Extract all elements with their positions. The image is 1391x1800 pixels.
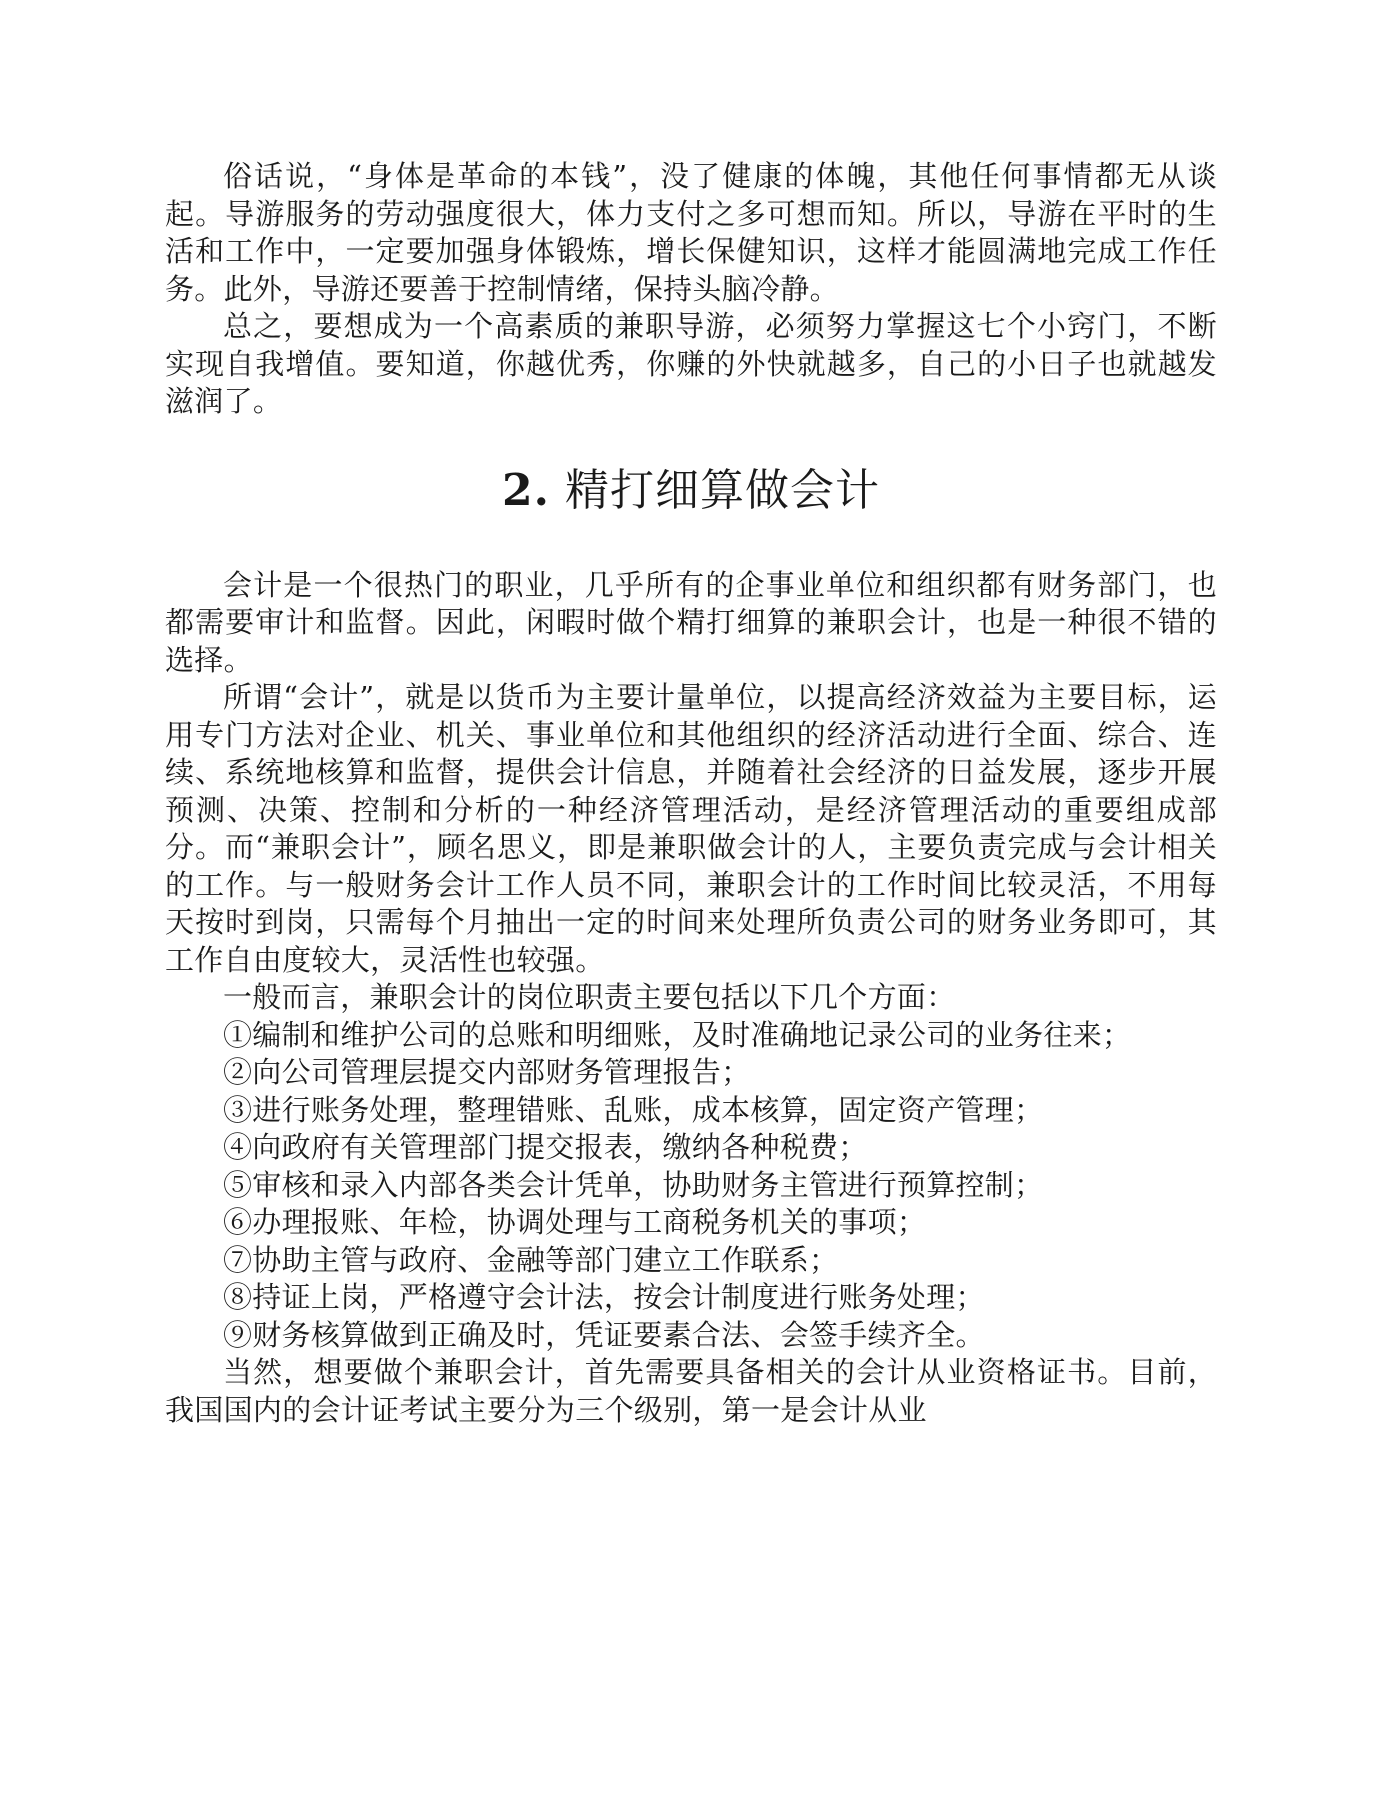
duty-list-item: ⑦协助主管与政府、金融等部门建立工作联系；	[223, 1242, 839, 1277]
body-paragraph: 一般而言，兼职会计的岗位职责主要包括以下几个方面：	[223, 980, 956, 1014]
duty-list-item: ②向公司管理层提交内部财务管理报告；	[223, 1055, 751, 1089]
duty-list-item: ①编制和维护公司的总账和明细账，及时准确地记录公司的业务往来；	[223, 1017, 1132, 1052]
section-number: 2.	[502, 464, 550, 516]
document-page	[165, 158, 1217, 1429]
body-paragraph: 会计是一个很热门的职业，几乎所有的企事业单位和组织都有财务部门，也都需要审计和监督。因此，闲暇时做个精打细算的兼职会计，也是一种很不错的选择。	[165, 567, 1217, 677]
duty-list-item: ⑧持证上岗，严格遵守会计法，按会计制度进行账务处理；	[223, 1280, 985, 1314]
duty-list-item: ⑨财务核算做到正确及时，凭证要素合法、会签手续齐全。	[223, 1317, 985, 1352]
duty-list-item: ⑤审核和录入内部各类会计凭单，协助财务主管进行预算控制；	[223, 1167, 1044, 1202]
body-paragraph: 当然，想要做个兼职会计，首先需要具备相关的会计从业资格证书。目前，我国国内的会计证考试主要分为三个级别，第一是会计从业	[165, 1355, 1217, 1427]
duty-list-item: ③进行账务处理，整理错账、乱账，成本核算，固定资产管理；	[223, 1092, 1044, 1127]
body-paragraph: 所谓“会计”，就是以货币为主要计量单位，以提高经济效益为主要目标，运用专门方法对企业、机关、事业单位和其他组织的经济活动进行全面、综合、连续、系统地核算和监督，提供会计信息，并随着社会经济的日益发展，逐步开展预测、决策、控制和分析的一种经济管理活动，是经济管理活动的重要组成部分。而“兼职会计”，顾名思义，即是兼职做会计的人，主要负责完成与会计相关的工作。与一般财务会计工作人员不同，兼职会计的工作时间比较灵活，不用每天按时到岗，只需每个月抽出一定的时间来处理所负责公司的财务业务即可，其工作自由度较大，灵活性也较强。	[165, 680, 1217, 977]
duty-list-item: ④向政府有关管理部门提交报表，缴纳各种税费；	[223, 1130, 868, 1164]
section-title: 精打细算做会计	[564, 464, 880, 516]
body-paragraph: 俗话说，“身体是革命的本钱”，没了健康的体魄，其他任何事情都无从谈起。导游服务的劳动强度很大，体力支付之多可想而知。所以，导游在平时的生活和工作中，一定要加强身体锻炼，增长保健知识，这样才能圆满地完成工作任务。此外，导游还要善于控制情绪，保持头脑冷静。	[165, 159, 1217, 306]
body-paragraph: 总之，要想成为一个高素质的兼职导游，必须努力掌握这七个小窍门，不断实现自我增值。要知道，你越优秀，你赚的外快就越多，自己的小日子也就越发滋润了。	[165, 309, 1217, 418]
section-heading	[165, 461, 1217, 521]
duty-list-item: ⑥办理报账、年检，协调处理与工商税务机关的事项；	[223, 1205, 927, 1239]
